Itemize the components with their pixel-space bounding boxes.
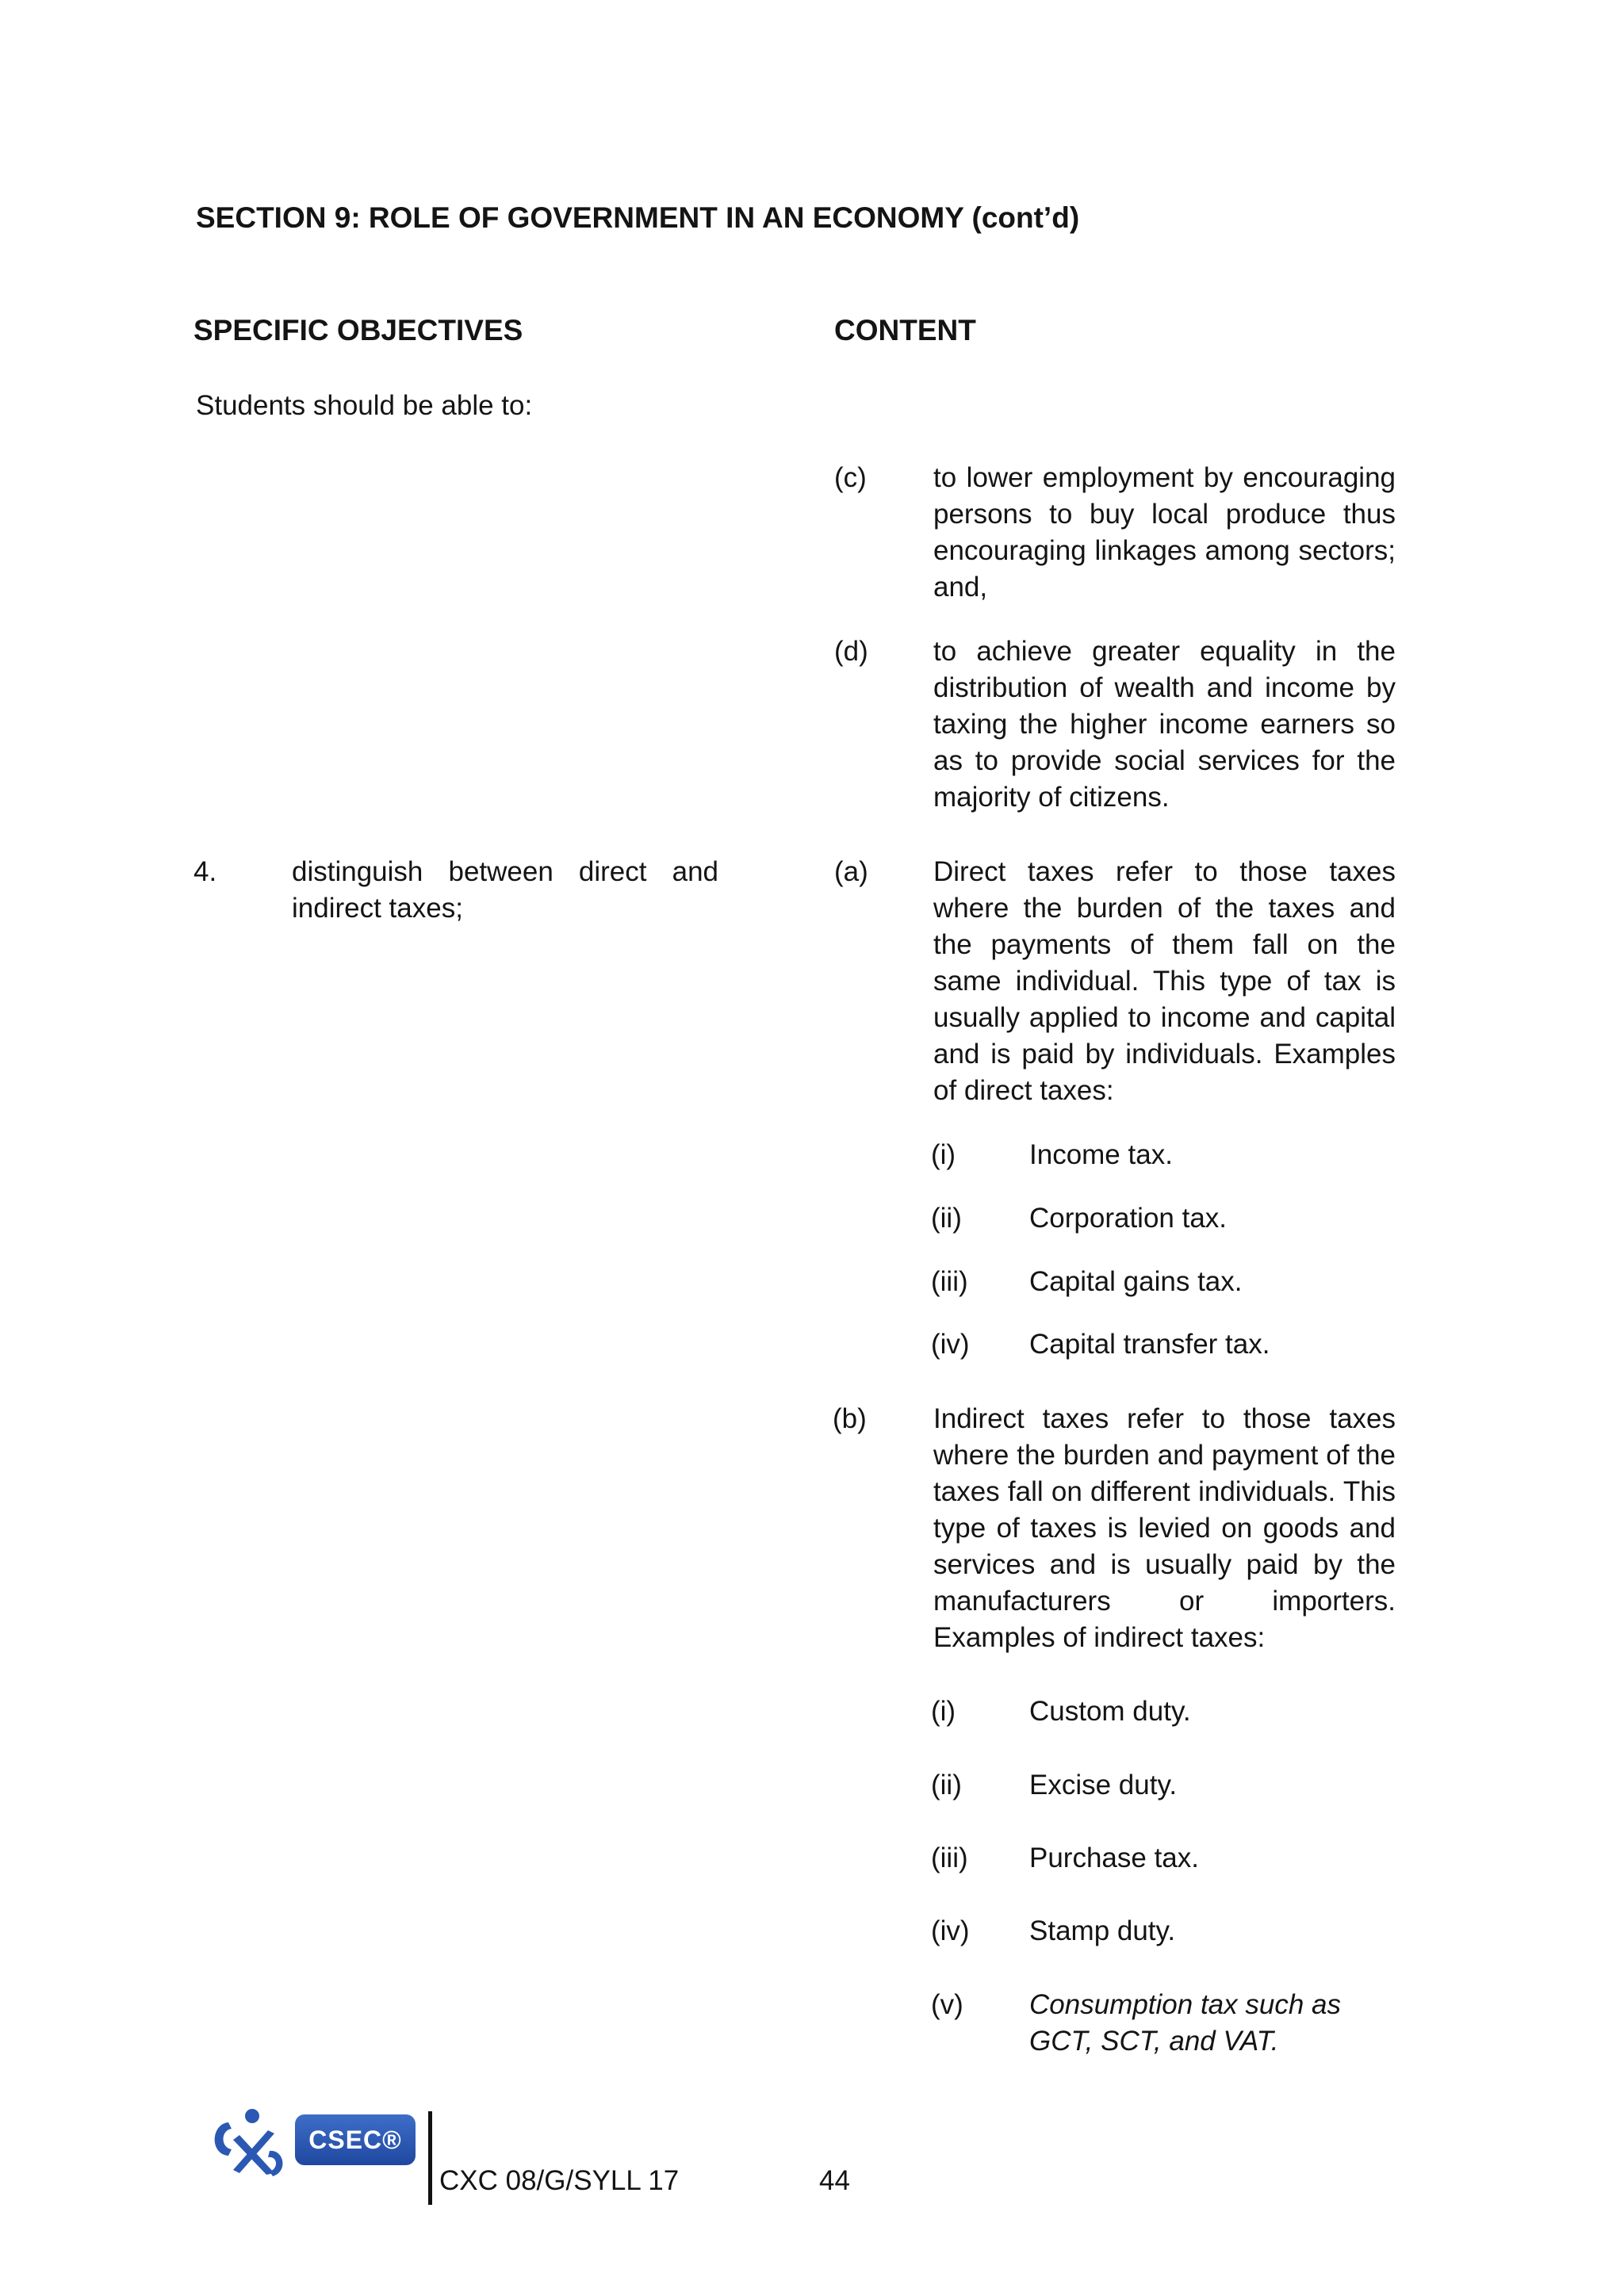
indirect-example-text: Custom duty.: [1029, 1696, 1191, 1727]
indirect-example-marker: (i): [931, 1696, 956, 1727]
footer-doc-code: CXC 08/G/SYLL 17: [439, 2165, 680, 2196]
indirect-example-marker: (ii): [931, 1770, 962, 1800]
specific-objectives-header: SPECIFIC OBJECTIVES: [193, 314, 523, 346]
direct-taxes-text: Direct taxes refer to those taxes where the burden of the taxes and the payments of them fall on the same individual. This type of tax is usually applied to income and capital and is paid by individuals. Examples of direct taxes:: [933, 856, 1396, 1106]
section-title: SECTION 9: ROLE OF GOVERNMENT IN AN ECONOMY (cont’d): [196, 201, 1080, 234]
indirect-example-text: Stamp duty.: [1029, 1915, 1176, 1946]
objective-number: 4.: [193, 856, 217, 887]
direct-example-marker: (ii): [931, 1203, 962, 1234]
csec-logo: CSEC®: [295, 2114, 416, 2165]
direct-example-text: Capital gains tax.: [1029, 1266, 1243, 1297]
direct-example-text: Corporation tax.: [1029, 1203, 1228, 1234]
cxc-logo-mark: [205, 2105, 293, 2178]
direct-example-marker: (i): [931, 1139, 956, 1170]
direct-example-marker: (iii): [931, 1266, 968, 1297]
indirect-example-marker: (v): [931, 1989, 963, 2020]
indirect-example-marker: (iv): [931, 1915, 970, 1946]
intro-text: Students should be able to:: [196, 390, 533, 421]
indirect-example-text: Excise duty.: [1029, 1770, 1178, 1800]
indirect-taxes-text: Indirect taxes refer to those taxes where the burden and payment of the taxes fall on different individuals. This type of taxes is levied on goods and services and is usually paid by the manufacturers or importers. Examples of indirect taxes:: [933, 1403, 1396, 1653]
indirect-example-marker: (iii): [931, 1843, 968, 1873]
indirect-example-text: Consumption tax such as GCT, SCT, and VAT.: [1029, 1989, 1341, 2057]
footer-divider: [428, 2111, 432, 2205]
direct-example-text: Capital transfer tax.: [1029, 1329, 1270, 1360]
indirect-taxes-marker: (b): [833, 1403, 867, 1434]
content-item-c-text: to lower employment by encouraging persons to buy local produce thus encouraging linkages among sectors; and,: [933, 462, 1396, 603]
direct-example-text: Income tax.: [1029, 1139, 1173, 1170]
indirect-example-text: Purchase tax.: [1029, 1843, 1199, 1873]
content-item-d-marker: (d): [834, 636, 868, 667]
content-item-d-text: to achieve greater equality in the distribution of wealth and income by taxing the higher income earners so as to provide social services for the majority of citizens.: [933, 636, 1396, 813]
page-number: 44: [819, 2165, 850, 2196]
cxc-logo: [205, 2105, 293, 2178]
content-header: CONTENT: [834, 314, 976, 346]
objective-text: distinguish between direct and indirect taxes;: [292, 856, 718, 924]
direct-example-marker: (iv): [931, 1329, 970, 1360]
content-item-c-marker: (c): [834, 462, 867, 493]
direct-taxes-marker: (a): [834, 856, 868, 887]
